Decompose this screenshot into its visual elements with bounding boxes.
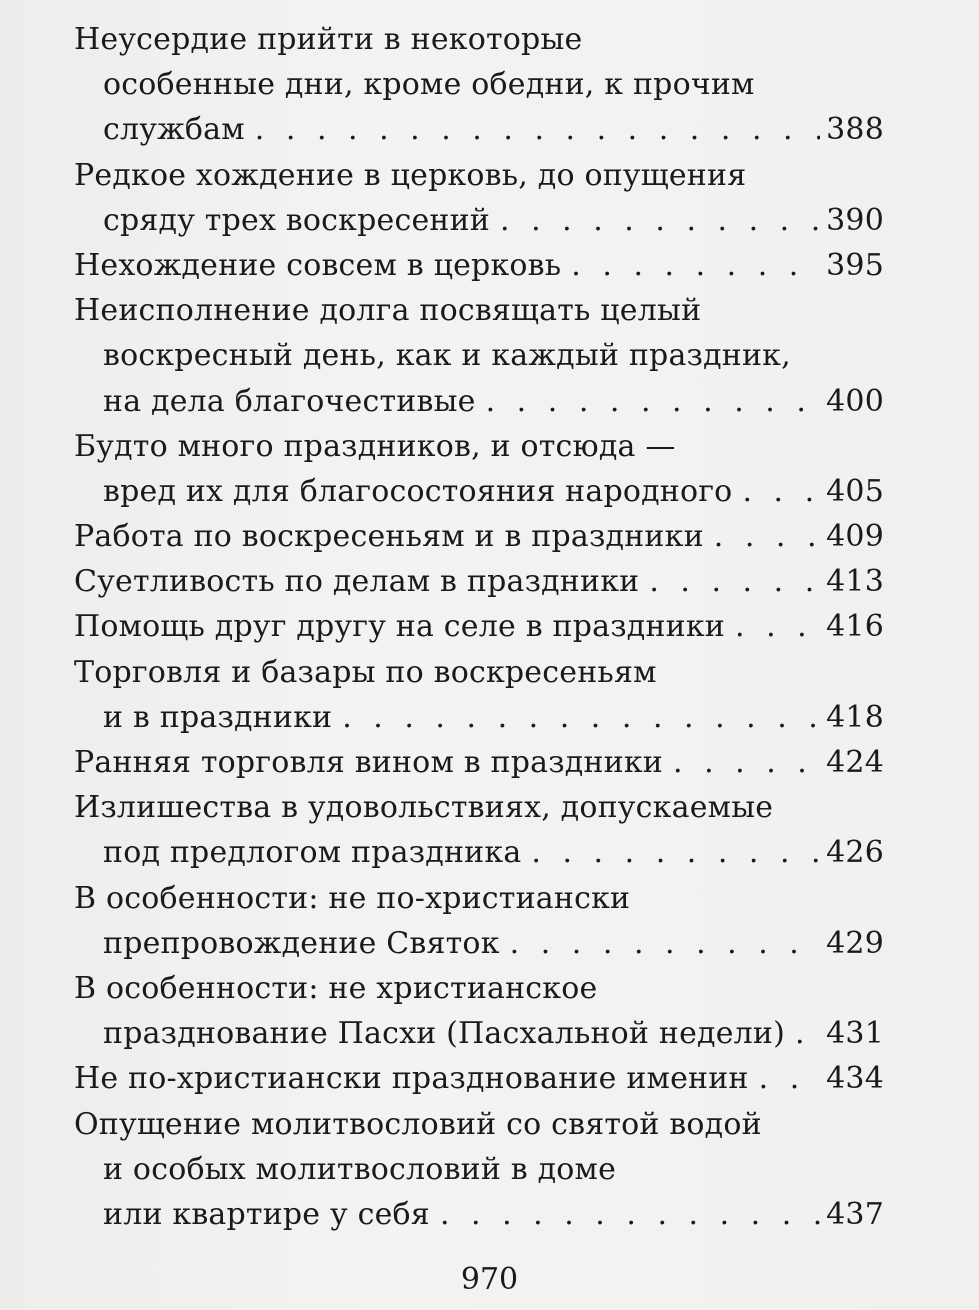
toc-entry-line [74, 1152, 884, 1197]
toc-entry-text: Ранняя торговля вином в праздники [74, 745, 663, 780]
toc-entry-line [74, 22, 884, 67]
dot-leader [759, 1061, 821, 1096]
toc-entry-text: службам [103, 112, 245, 148]
toc-entry [74, 881, 884, 971]
toc-entry-text: Суетливость по делам в праздники [74, 564, 640, 600]
toc-entry-text: или квартире у себя [103, 1196, 430, 1232]
toc-entry-text: под предлогом праздника [103, 835, 522, 871]
toc-entry-line [74, 655, 884, 700]
toc-entry-line [74, 429, 884, 474]
dot-leader [510, 926, 820, 961]
toc-entry [74, 655, 884, 745]
toc-page-number: 424 [826, 745, 884, 780]
toc-page-number: 426 [826, 835, 884, 871]
toc-entry-line [74, 700, 884, 745]
toc-entry [74, 745, 884, 790]
toc-entry-line [74, 519, 884, 564]
toc-entry-text: вред их для благосостояния народного [103, 473, 733, 509]
toc-entry-line [74, 203, 884, 248]
dot-leader [531, 835, 820, 870]
toc-entry-line [74, 1197, 884, 1242]
toc-entry-line [74, 1061, 884, 1106]
toc-entry-line [74, 564, 884, 609]
toc-entry-text: Не по-христиански празднование именин [74, 1061, 749, 1097]
toc-entry-text: празднование Пасхи (Пасхальной недели) [103, 1016, 785, 1052]
toc-entry [74, 429, 884, 519]
table-of-contents [74, 22, 884, 1242]
toc-entry-text: Нехождение совсем в церковь [74, 247, 562, 283]
toc-page-number: 431 [826, 1016, 884, 1052]
toc-entry [74, 564, 884, 609]
toc-entry-line [74, 112, 884, 157]
dot-leader [735, 609, 820, 644]
dot-leader [649, 564, 820, 599]
toc-entry [74, 609, 884, 654]
dot-leader [742, 474, 820, 509]
toc-entry-line [74, 338, 884, 383]
toc-entry-text: препровождение Святок [103, 925, 500, 961]
toc-entry-text: воскресный день, как и каждый праздник, [103, 338, 791, 374]
toc-page-number: 400 [826, 383, 884, 419]
toc-entry-line [74, 790, 884, 835]
dot-leader [255, 112, 820, 147]
toc-page-number: 416 [826, 609, 884, 645]
dot-leader [714, 519, 820, 554]
toc-entry-text: и особых молитвословий в доме [103, 1151, 617, 1187]
toc-entry-line [74, 835, 884, 880]
toc-entry-line [74, 881, 884, 926]
toc-entry-text: сряду трех воскресений [103, 202, 491, 238]
toc-entry-text: на дела благочестивые [103, 383, 476, 419]
toc-page-number: 437 [826, 1196, 884, 1232]
toc-entry-text: Торговля и базары по воскресеньям [74, 654, 657, 690]
toc-page-number: 434 [826, 1061, 884, 1097]
toc-entry-text: Работа по воскресеньям и в праздники [74, 519, 704, 555]
toc-entry-text: Будто много праздников, и отсюда — [74, 428, 676, 464]
toc-page-number: 418 [826, 699, 884, 735]
toc-page-number: 409 [826, 519, 884, 555]
toc-entry-line [74, 474, 884, 519]
toc-page-number: 429 [826, 925, 884, 961]
toc-entry-text: Неисполнение долга посвящать целый [74, 293, 702, 329]
toc-entry-text: В особенности: не христианское [74, 970, 598, 1006]
dot-leader [673, 745, 820, 780]
toc-entry [74, 22, 884, 158]
toc-entry-line [74, 926, 884, 971]
toc-page-number: 390 [826, 202, 884, 238]
toc-entry-text: Неусердие прийти в некоторые [74, 22, 583, 57]
toc-entry [74, 971, 884, 1061]
toc-entry-text: Редкое хождение в церковь, до опущения [74, 157, 747, 193]
toc-entry-text: Помощь друг другу на селе в праздники [74, 609, 725, 645]
toc-entry [74, 790, 884, 880]
dot-leader [342, 700, 820, 735]
toc-page-number: 413 [826, 564, 884, 600]
toc-page-number: 405 [826, 473, 884, 509]
toc-entry-line [74, 971, 884, 1016]
toc-entry-line [74, 67, 884, 112]
toc-entry [74, 1107, 884, 1243]
toc-entry-text: особенные дни, кроме обедни, к прочим [103, 67, 755, 103]
toc-entry-text: Излишества в удовольствиях, допускаемые [74, 790, 774, 826]
toc-entry-text: и в праздники [103, 699, 333, 735]
toc-entry-line [74, 1016, 884, 1061]
toc-entry-line [74, 609, 884, 654]
toc-entry-text: Опущение молитвословий со святой водой [74, 1106, 762, 1142]
toc-page-number: 388 [826, 112, 884, 148]
toc-entry [74, 293, 884, 429]
dot-leader [571, 248, 820, 283]
toc-entry-text: В особенности: не по-христиански [74, 880, 631, 916]
toc-entry-line [74, 745, 884, 790]
toc-entry-line [74, 293, 884, 338]
toc-entry [74, 158, 884, 248]
toc-entry-line [74, 248, 884, 293]
toc-entry [74, 519, 884, 564]
toc-entry [74, 1061, 884, 1106]
page-number: 970 [460, 1262, 519, 1297]
toc-entry-line [74, 1107, 884, 1152]
dot-leader [795, 1016, 820, 1051]
toc-entry [74, 248, 884, 293]
toc-page-number: 395 [826, 247, 884, 283]
toc-entry-line [74, 384, 884, 429]
toc-entry-line [74, 158, 884, 203]
dot-leader [486, 384, 821, 419]
dot-leader [500, 203, 820, 238]
dot-leader [440, 1197, 820, 1232]
